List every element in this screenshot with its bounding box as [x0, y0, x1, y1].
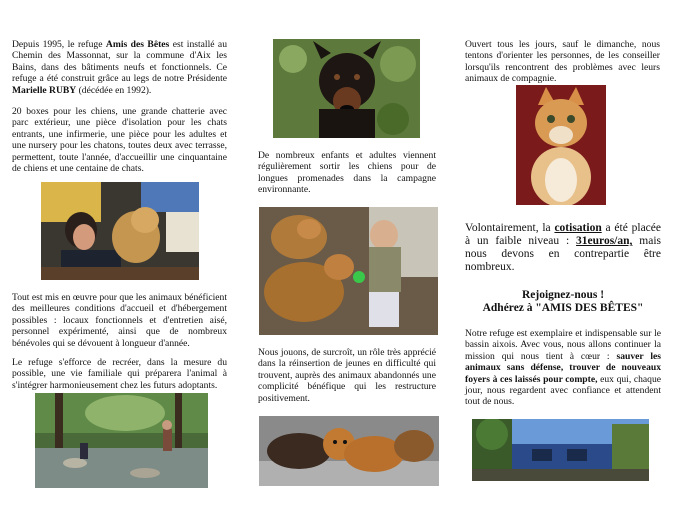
family-paragraph: Le refuge s'efforce de recréer, dans la mesure du possible, une vie familiale qui préparera l'animal à s'intégrer harmonieusement chez les futurs adoptants. — [12, 357, 227, 391]
opening-hours-paragraph: Ouvert tous les jours, sauf le dimanche, nous tentons d'orienter les personnes, de les conseiller lorsqu'ils rencontrent des problèmes avec leurs animaux de compagnie. — [465, 39, 660, 85]
join-call-to-action — [465, 289, 661, 315]
walks-paragraph: De nombreux enfants et adultes viennent régulièrement sortir les chiens pour de longues promenades dans la campagne environnante. — [258, 150, 436, 196]
fee-text-2: a été placée à un faible niveau : — [465, 222, 661, 247]
intro-text-1: Depuis 1995, le refuge — [12, 39, 106, 50]
fee-text-1: Volontairement, la — [465, 222, 555, 234]
refuge-name: Amis des Bêtes — [105, 39, 170, 50]
column-right — [461, 0, 700, 509]
column-left — [0, 0, 233, 509]
president-name: Marielle RUBY — [12, 84, 77, 96]
facilities-paragraph: 20 boxes pour les chiens, une grande chatterie avec parc extérieur, une pièce d'isolation pour les chats entrants, une infirmerie, une pièce pour les adultes et une nursery pour les chatons, toutes deux avec terrasse, permettent, toute l'année, d'accueillir une cinquantaine de chiens et une centaine de chats. — [12, 106, 227, 175]
photo-child-with-puppies — [259, 207, 438, 335]
intro-paragraph — [12, 39, 227, 96]
photo-puppies-sleeping — [259, 416, 439, 486]
photo-kitten — [516, 85, 606, 205]
care-paragraph: Tout est mis en œuvre pour que les animaux bénéficient des meilleures conditions d'accueil et d'hébergement possibles : locaux fonctionnels et d'entretien aisé, personnel expérimenté, ainsi que de nombreux bénévoles qui se dévouent à longueur d'année. — [12, 292, 227, 349]
closing-paragraph — [465, 328, 661, 408]
closing-text-2: eux qui, chaque jour, nous regardent avec confiance et attendent tout de nous. — [465, 373, 661, 408]
fee-price: 31euros/an, — [576, 235, 633, 247]
join-line-1: Rejoignez-nous ! — [521, 289, 605, 301]
join-line-2: Adhérez à "AMIS DES BÊTES" — [482, 302, 644, 314]
photo-river-walk — [35, 393, 208, 488]
fee-text-3: mais nous devons en contrepartie être nombreux. — [465, 235, 661, 273]
intro-text-3: (décédée en 1992). — [76, 84, 152, 96]
column-middle — [233, 0, 461, 509]
fee-keyword: cotisation — [554, 222, 602, 234]
closing-text-1: Notre refuge est exemplaire et indispensable sur le bassin aixois. Avec vous, nous allons continuer la mission qui nous tient à cœur : — [465, 328, 661, 362]
membership-fee-paragraph — [465, 222, 661, 274]
photo-refuge-building — [472, 419, 649, 481]
intro-text-2: est installé au Chemin des Massonnat, sur la commune d'Aix les Bains, dans des bâtiments neufs et fonctionnels. Ce refuge a été construit grâce au legs de notre Présidente — [12, 39, 227, 85]
photo-doberman — [273, 39, 420, 138]
photo-woman-with-dog — [41, 182, 199, 280]
closing-bold-text: sauver les animaux sans défense, trouver de nouveaux foyers à ces laissés pour compte, — [465, 350, 661, 385]
role-paragraph: Nous jouons, de surcroît, un rôle très apprécié dans la réinsertion de jeunes en difficulté qui trouvent, auprès des animaux abandonnés une complicité bénéfique qui les restructure positivement. — [258, 347, 436, 404]
